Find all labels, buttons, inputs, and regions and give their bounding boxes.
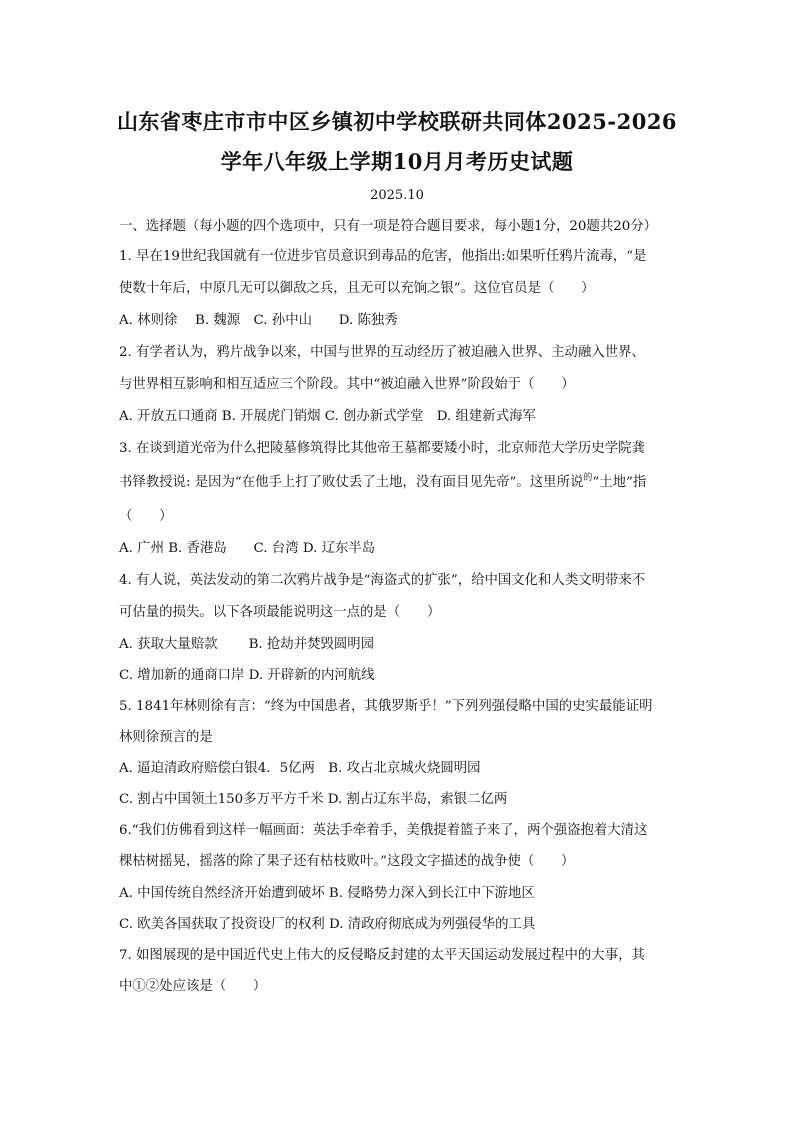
question-2-stem-line-1: 2. 有学者认为，鸦片战争以来，中国与世界的互动经历了被迫融入世界、主动融入世界、: [119, 345, 645, 360]
question-4-stem-line-2: 可估量的损失。以下各项最能说明这一点的是（ ）: [119, 605, 441, 620]
exam-date: 2025.10: [370, 188, 424, 203]
question-1-stem-line-1: 1. 早在19世纪我国就有一位进步官员意识到毒品的危害，他指出:如果听任鸦片流毒，“是: [119, 249, 647, 264]
question-5-stem-line-1: 5. 1841年林则徐有言：“终为中国患者，其俄罗斯乎！”下列列强侵略中国的史实最能证明: [119, 699, 653, 714]
question-6-stem-line-1: 6.“我们仿佛看到这样一幅画面：英法手牵着手，美俄提着篮子来了，两个强盗抱着大清这: [119, 823, 648, 838]
question-1-stem-line-2: 使数十年后，中原几无可以御敌之兵，且无可以充饷之银”。这位官员是（ ）: [119, 281, 595, 296]
question-6-options-line-1: A. 中国传统自然经济开始遭到破坏 B. 侵略势力深入到长江中下游地区: [119, 886, 535, 901]
exam-title-line-2: 学年八年级上学期10月月考历史试题: [220, 149, 574, 174]
section-header: 一、选择题（每小题的四个选项中，只有一项是符合题目要求，每小题1分，20题共20分）: [119, 219, 658, 234]
question-5-options-line-2: C. 割占中国领土150多万平方千米 D. 割占辽东半岛，索银二亿两: [119, 792, 508, 807]
question-3-stem-line-2-tail: “土地”指: [592, 475, 647, 490]
question-2-stem-line-2: 与世界相互影响和相互适应三个阶段。其中“被迫融入世界”阶段始于（ ）: [119, 377, 575, 392]
exam-title-line-1: 山东省枣庄市市中区乡镇初中学校联研共同体2025-2026: [116, 109, 678, 134]
question-4-options-line-2: C. 增加新的通商口岸 D. 开辟新的内河航线: [119, 668, 375, 683]
question-5-stem-line-2: 林则徐预言的是: [119, 730, 213, 745]
question-7-stem-line-2: 中①②处应该是（ ）: [119, 979, 267, 994]
question-3-options: A. 广州 B. 香港岛 C. 台湾 D. 辽东半岛: [119, 541, 376, 556]
question-5-options-line-1: A. 逼迫清政府赔偿白银4．5亿两 B. 攻占北京城火烧圆明园: [119, 761, 481, 776]
question-3-stem-line-2-text: 书铎教授说: 是因为“在他手上打了败仗丢了土地，没有面目见先帝”。这里所说: [119, 475, 584, 490]
question-6-stem-line-2: 棵枯树摇晃，摇落的除了果子还有枯枝败叶。”这段文字描述的战争使（ ）: [119, 854, 575, 869]
question-3-answer-blank: （ ）: [119, 509, 173, 524]
question-4-options-line-1: A. 获取大量赔款 B. 抢劫并焚毁圆明园: [119, 637, 375, 652]
question-6-options-line-2: C. 欧美各国获取了投资设厂的权利 D. 清政府彻底成为列强侵华的工具: [119, 917, 536, 932]
question-7-stem-line-1: 7. 如图展现的是中国近代史上伟大的反侵略反封建的太平天国运动发展过程中的大事，其: [119, 948, 645, 963]
question-3-stem-line-2: [119, 474, 679, 493]
question-1-options: A. 林则徐 B. 魏源 C. 孙中山 D. 陈独秀: [119, 313, 398, 328]
question-3-superscript: 的: [583, 473, 593, 483]
question-4-stem-line-1: 4. 有人说，英法发动的第二次鸦片战争是“海盗式的扩张”，给中国文化和人类文明带来不: [119, 573, 646, 588]
question-2-options: A. 开放五口通商 B. 开展虎门销烟 C. 创办新式学堂 D. 组建新式海军: [119, 409, 536, 424]
question-3-stem-line-1: 3. 在谈到道光帝为什么把陵墓修筑得比其他帝王墓都要矮小时，北京师范大学历史学院龚: [119, 441, 645, 456]
